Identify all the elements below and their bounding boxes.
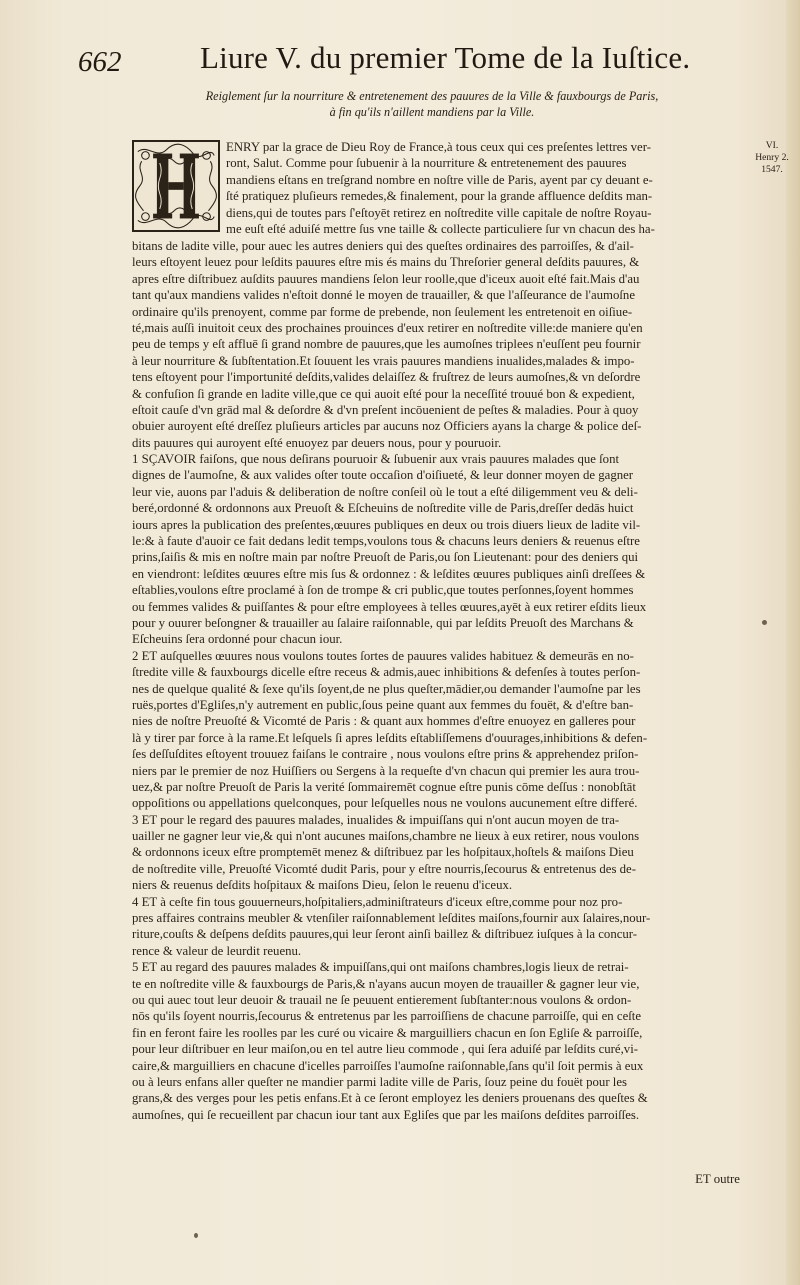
text-line: uez,& par noſtre Preuoſt de Paris la verité ſommairemēt cognue eſtre punis cōme deſſus : nonobſtāt <box>132 779 636 794</box>
margin-note-number: VI. <box>765 140 779 151</box>
text-line: pour leur diſtribuer en leur maiſon,ou en tel autre lieu commode , qui ſera aduiſé par leſdits curé,vi- <box>132 1042 639 1057</box>
catchword: ET outre <box>695 1172 740 1186</box>
decorated-initial <box>132 140 220 232</box>
text-line: dignes de l'aumoſne, & aux valides oſter toute occaſion d'oiſiueté, & leur donner moyen de gagner <box>132 468 634 483</box>
rule-title-line-2: à fin qu'ils n'aillent mandiens par la Ville. <box>329 105 535 119</box>
text-line: 1 SÇAVOIR faiſons, que nous deſirans pouruoir & ſubuenir aux vrais pauures malades que ſont <box>132 452 620 467</box>
intro-line: ENRY par la grace de Dieu Roy de France,à tous ceux qui ces preſentes lettres ver- <box>226 140 651 154</box>
folio-number: 662 <box>78 46 122 78</box>
text-line: grans,& des verges pour les petis enfans.Et à ce ſeront employez les deniers prouenans des queſtes & <box>132 1091 648 1106</box>
margin-note <box>744 140 800 176</box>
text-line: 5 ET au regard des pauures malades & impuiſſans,qui ont maiſons chambres,logis lieux de retrai- <box>132 960 629 975</box>
text-line: pour y ouurer beſongner & trauailler au ſalaire raiſonnable, qui par leſdits Preuoſt des Marchans & <box>132 615 634 630</box>
text-line: leur vie, auons par l'aduis & deliberation de noſtre conſeil où le tout a eſté diligemment veu & deli- <box>132 484 638 499</box>
text-line: nes de quelque qualité & ſexe qu'ils ſoyent,de ne plus queſter,mādier,ou demander l'aumoſne par les <box>132 681 641 696</box>
text-line: ou qui auec tout leur deuoir & trauail ne ſe peuuent entierement ſubſtanter:nous voulons & ordon- <box>132 992 632 1007</box>
text-line: te en noſtredite ville & fauxbourgs de Paris,& n'ayans aucun moyen de trauailler & gagner leur vie, <box>132 976 640 991</box>
intro-line: me euſt eſté aduiſé mettre ſus vne taille & collecte particuliere ſur vn chacun des ha- <box>226 221 655 236</box>
text-line: nies de noſtre Preuoſté & Vicomté de Paris : & quant aux hommes d'eſtre enuoyez en galleres pour <box>132 714 636 729</box>
text-line: pres affaires contrains meubler & vtenſiler raiſonnablement leſdites maiſons,fournir aux ſalaires,nour- <box>132 911 651 926</box>
intro-line: diens,qui de toutes pars ſ'eſtoyēt retirez en noſtredite ville capitale de noſtre Royau- <box>226 205 652 220</box>
text-line: té,mais auſſi inuitoit ceux des prochaines prouinces d'eux retirer en noſtredite ville:de maniere qu'en <box>132 320 643 335</box>
text-line: & ordonnons iceux eſtre promptemēt menez & diſtribuez par les hoſpitaux,hoſtels & maiſons Dieu <box>132 845 634 860</box>
text-line: uailler ne gagner leur vie,& qui n'ont aucunes maiſons,chambre ne lieux à eux retirer, nous voulons <box>132 829 640 844</box>
text-line: leurs eſtoyent leuez pour leſdits pauures eſtre mis és mains du Threſorier general deſdits pauures, & <box>132 255 640 270</box>
ink-spot <box>194 1233 198 1238</box>
intro-line: ront, Salut. Comme pour ſubuenir à la nourriture & entretenement des pauures <box>226 156 627 171</box>
text-line: prins,ſaiſis & mis en noſtre main par noſtre Preuoſt de Paris,ou ſon Lieutenant: pour des deniers qui <box>132 550 639 565</box>
text-line: dits pauures qui auroyent eſté enuoyez par deuers nous, pour y pouruoir. <box>132 435 502 450</box>
text-line: Eſcheuins ſera ordonné pour chacun iour. <box>132 632 343 647</box>
text-line: & confuſion ſi grande en ladite ville,que ce qui auoit eſté pour la neceſſité trouué bon & expedient, <box>132 386 635 401</box>
text-line: ſtredite ville & fauxbourgs dicelle eſtre receus & admis,auec inhibitions & defenſes à toutes perſon- <box>132 665 641 680</box>
text-line: le:& à faute d'auoir ce fait dedans ledit temps,voulons tous & chacuns leurs deniers & reuenus eſtre <box>132 534 640 549</box>
text-line: eſtoit cauſe d'vn grād mal & deſordre & d'vn preſent incōuenient de peſtes & maladies. Pour à quoy <box>132 402 639 417</box>
margin-note-king: Henry 2. <box>755 152 789 163</box>
intro-line: mandiens eſtans en treſgrand nombre en noſtre ville de Paris, ayent par cy deuant e- <box>226 172 653 187</box>
text-line: bitans de ladite ville, pour auec les autres deniers qui des queſtes ordinaires des parroiſſes, & d'ail- <box>132 239 634 253</box>
text-line: ordinaire qu'ils prenoyent, comme par forme de prebende, non ſeulement les entretenoit en oiſiue- <box>132 304 633 319</box>
text-line: rence & valeur de leurdit reuenu. <box>132 943 302 958</box>
text-line: ruës,portes d'Egliſes,n'y autrement en public,ſous peine quant aux femmes du fouët, & d'eſtre ban- <box>132 697 634 712</box>
text-line: fin en feront faire les roolles par les curé ou vicaire & marguilliers chacun en ſon Egliſe & parroiſſe, <box>132 1025 643 1040</box>
text-line: 3 ET pour le regard des pauures malades, inualides & impuiſſans qui n'ont aucun moyen de tra- <box>132 812 620 827</box>
text-line: apres eſtre diſtribuez auſdits pauures mandiens ſelon leur roolle,que d'iceux auoit eſté fait.Mais d'au <box>132 271 640 286</box>
intro-paragraph <box>226 139 740 237</box>
text-line: obuier auroyent eſté dreſſez pluſieurs articles par aucuns noz Officiers ayans la charge & police deſ- <box>132 419 642 434</box>
text-line: ſes deſſuſdites eſtoyent trouuez faiſans le contraire , nous voulons eſtre prins & apprehendez priſon- <box>132 747 639 762</box>
text-line: niers par le premier de noz Huiſſiers ou Sergens à la requeſte d'vn chacun qui premier les aura trou- <box>132 763 640 778</box>
text-line: riture,couſts & deſpens deſdits pauures,qui leur ſeront ainſi baillez & diſtribuez iuſques à la concur- <box>132 927 638 942</box>
text-line: oppoſitions ou appellations quelconques, pour leſquelles nous ne voulons aucunement eſtre differé. <box>132 796 638 811</box>
text-line: à leur nourriture & ſubſtentation.Et ſouuent les vrais pauures mandiens inualides,malades & impo- <box>132 353 635 368</box>
text-line: peu de temps y eſt affluē ſi grand nombre de pauures,que les aumoſnes triplees n'euſſent peu fournir <box>132 337 641 352</box>
text-line: tens eſtoyent pour l'importunité deſdits,valides delaiſſez & fruſtrez de leurs aumoſnes,& vn deſordre <box>132 370 641 385</box>
text-line: niers & reuenus deſdits hoſpitaux & maiſons Dieu, ſelon le reuenu d'iceux. <box>132 878 513 893</box>
text-line: de noſtredite ville, Preuoſté Vicomté dudit Paris, pour y eſtre nourris,ſecourus & entretenus des de- <box>132 861 636 876</box>
running-title: Liure V. du premier Tome de la Iuſtice. <box>200 40 691 75</box>
text-line: ou femmes valides & puiſſantes & pour eſtre employees à telles œuures,ayēt à eux retirer eſdits lieux <box>132 599 647 614</box>
ornamental-initial-icon <box>134 142 218 230</box>
text-line: beré,ordonné & ordonnons aux Preuoſt & Eſcheuins de noſtredite ville de Paris,dreſſer dedās huict <box>132 501 634 516</box>
text-line: caire,& marguilliers en chacune d'icelles parroiſſes l'aumoſne raiſonnable,ſans qu'il ſoit permis à eux <box>132 1058 644 1073</box>
text-line: iours apres la publication des preſentes,œuures publiques en deux ou trois diuers lieux de ladite vil- <box>132 517 641 532</box>
ink-spot <box>762 620 767 625</box>
text-line: là y tirer par force à la rame.Et leſquels ſi apres leſdits eſtabliſſemens d'ouurages,inhibitions & defen- <box>132 730 648 745</box>
text-line: 2 ET auſquelles œuures nous voulons toutes ſortes de pauures valides habituez & demeurās en no- <box>132 648 634 663</box>
body-text <box>132 238 740 1123</box>
text-line: tant qu'aux mandiens valides n'eſtoit donné le moyen de trauailler, & que l'aſſeurance de l'aumoſne <box>132 288 636 303</box>
text-line: 4 ET à ceſte fin tous gouuerneurs,hoſpitaliers,adminiſtrateurs d'iceux eſtre,comme pour noz pro- <box>132 894 623 909</box>
page-edge <box>786 0 800 1285</box>
intro-line: ſté pratiquez pluſieurs remedes,& finalement, pour la grande affluence deſdits man- <box>226 189 653 204</box>
margin-note-year: 1547. <box>761 164 783 175</box>
text-line: nōs qu'ils ſoyent nourris,ſecourus & entretenus par les parroiſſiens de chacune parroiſſe, qui en ceſte <box>132 1009 642 1024</box>
text-line: ou à leurs enfans aller queſter ne mandier parmi ladite ville de Paris, ſouz peine du fouët pour les <box>132 1074 627 1089</box>
text-line: en viendront: leſdites œuures eſtre mis ſus & ordonnez : & leſdites œuures publiques ainſi dreſſees & <box>132 566 646 581</box>
text-line: eſtablies,voulons eſtre proclamé à ſon de trompe & cri public,que toutes perſonnes,ſoyent hommes <box>132 583 634 598</box>
text-line: aumoſnes, qui ſe recueillent par chacun iour tant aux Egliſes que par les maiſons deſdites parroiſſes. <box>132 1107 640 1122</box>
rule-title-line-1: Reiglement ſur la nourriture & entretenement des pauures de la Ville & fauxbourgs de Paris, <box>205 89 659 103</box>
